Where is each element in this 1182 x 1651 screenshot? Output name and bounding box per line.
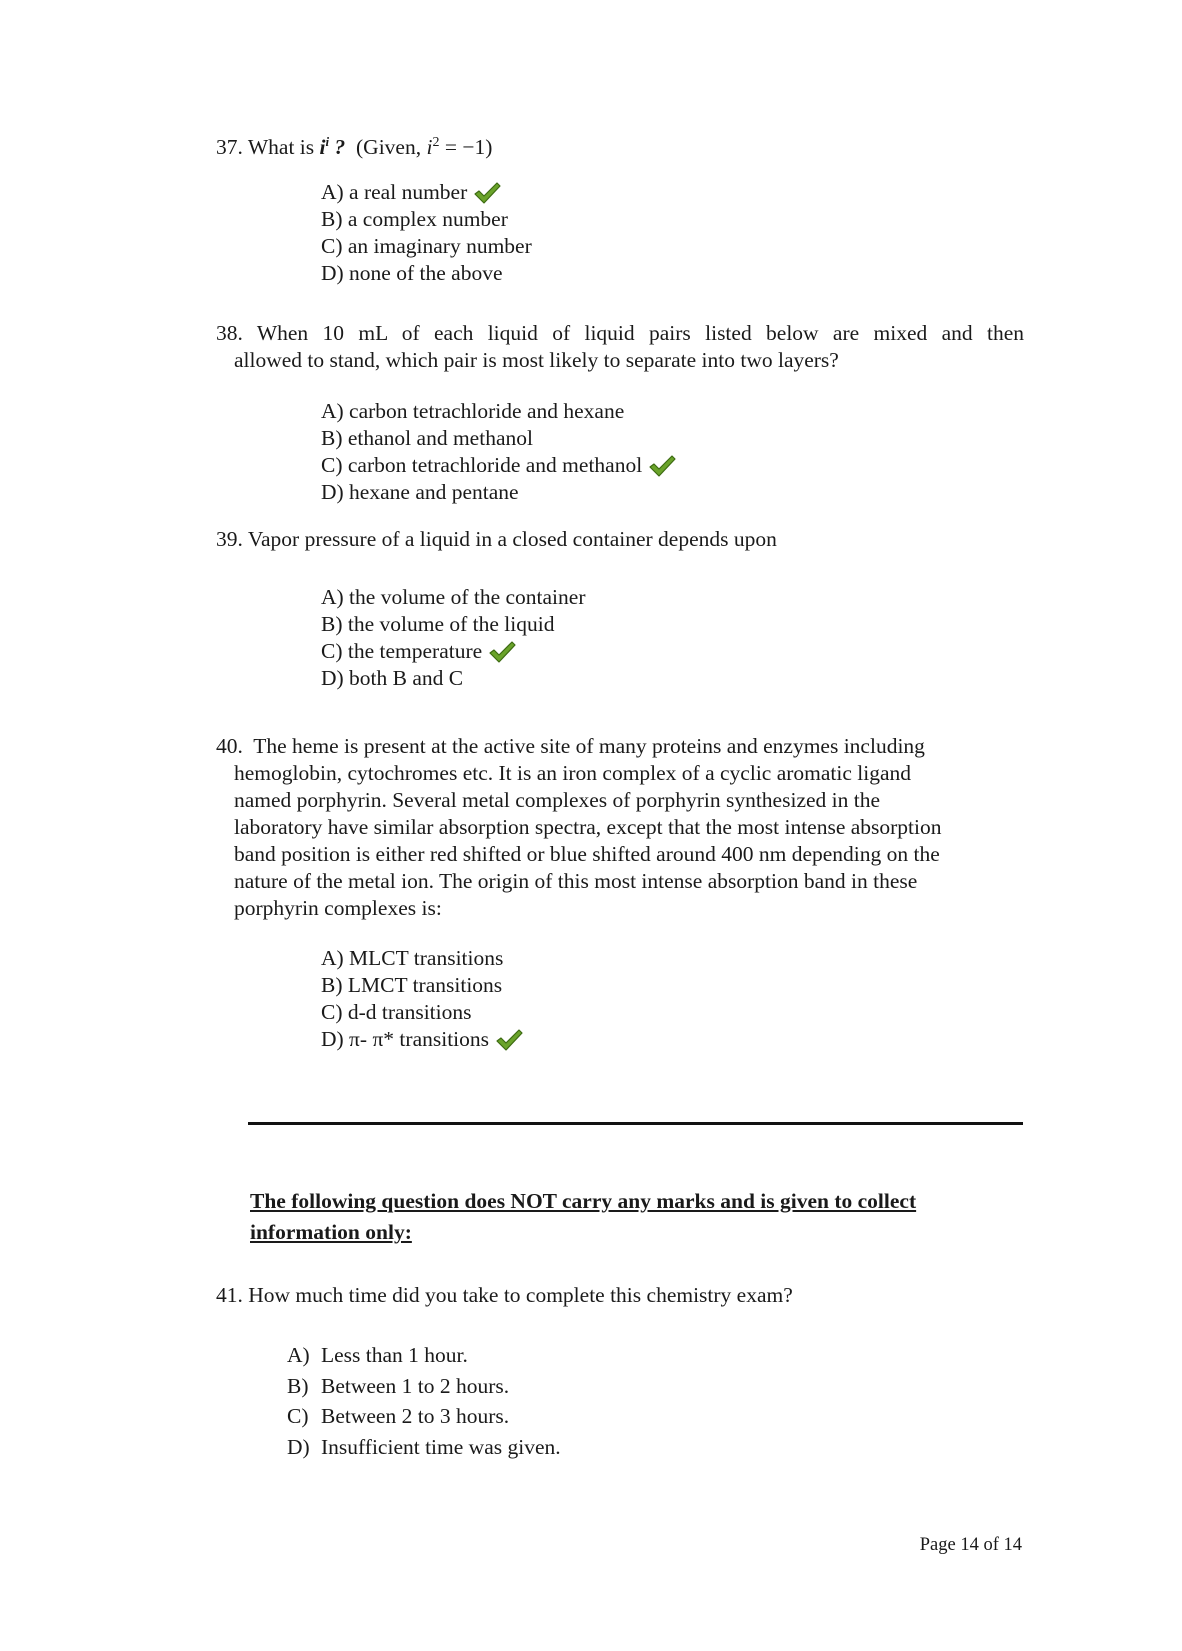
question-number: 39.: [216, 527, 243, 551]
option[interactable]: [321, 398, 676, 425]
option-label: B) LMCT transitions: [321, 973, 503, 997]
checkmark-icon: [488, 640, 516, 664]
option[interactable]: [321, 479, 676, 506]
option-label: B) ethanol and methanol: [321, 426, 533, 450]
question-text-line: band position is either red shifted or blue shifted around 400 nm depending on the: [234, 842, 940, 866]
given-exponent: 2: [432, 135, 440, 150]
option[interactable]: [287, 1371, 561, 1402]
option[interactable]: [287, 1401, 561, 1432]
option-label: A) carbon tetrachloride and hexane: [321, 399, 625, 423]
option-letter: C): [287, 1404, 309, 1428]
option[interactable]: [321, 665, 585, 692]
checkmark-icon: [495, 1028, 523, 1052]
question-text: What is: [247, 135, 315, 160]
option[interactable]: [321, 999, 523, 1026]
checkmark-icon: [648, 454, 676, 478]
option-label: D) both B and C: [321, 666, 464, 690]
question-number: 41.: [216, 1283, 243, 1307]
question-text-line: The heme is present at the active site of many proteins and enzymes including: [253, 734, 925, 758]
question-38-stem: [216, 320, 1024, 374]
question-number: 40.: [216, 734, 243, 758]
question-text: How much time did you take to complete this chemistry exam?: [248, 1283, 793, 1307]
option-label: C) the temperature: [321, 639, 483, 663]
option[interactable]: [321, 584, 585, 611]
notice-line: information only:: [250, 1220, 412, 1244]
question-41-options: [287, 1340, 561, 1462]
option-label: A) a real number: [321, 180, 468, 204]
question-text-line: allowed to stand, which pair is most likely to separate into two layers?: [234, 348, 839, 372]
option-letter: A): [287, 1343, 310, 1367]
math-exponent: i: [325, 134, 330, 149]
option-letter: D): [287, 1434, 310, 1459]
checkmark-icon: [473, 181, 501, 205]
question-37-options: [321, 179, 532, 287]
question-text-line: hemoglobin, cytochromes etc. It is an iron complex of a cyclic aromatic ligand: [234, 761, 912, 785]
question-40-options: [321, 945, 523, 1053]
option[interactable]: [321, 945, 523, 972]
given-text: (Given,: [356, 135, 422, 160]
question-text: Vapor pressure of a liquid in a closed container depends upon: [247, 527, 777, 551]
question-number: 38.: [216, 321, 243, 345]
option-label: B) the volume of the liquid: [321, 612, 555, 636]
option-label: C) carbon tetrachloride and methanol: [321, 453, 643, 477]
section-divider: [248, 1122, 1023, 1125]
option[interactable]: [321, 972, 523, 999]
notice-heading: [250, 1186, 1010, 1248]
option[interactable]: [287, 1340, 561, 1371]
question-mark: ?: [334, 135, 346, 160]
option[interactable]: [321, 638, 585, 665]
option[interactable]: [321, 233, 532, 260]
question-text-line: When 10 mL of each liquid of liquid pairs listed below are mixed and then: [256, 321, 1024, 345]
option[interactable]: [287, 1432, 561, 1463]
option-text: Insufficient time was given.: [321, 1434, 561, 1459]
option-text: Less than 1 hour.: [321, 1343, 468, 1367]
option-label: D) π- π* transitions: [321, 1027, 490, 1051]
option-label: C) an imaginary number: [321, 234, 532, 258]
option-label: C) d-d transitions: [321, 1000, 472, 1024]
question-39-stem: [216, 526, 1024, 553]
question-41-stem: [216, 1282, 1024, 1309]
option[interactable]: [321, 206, 532, 233]
option-letter: B): [287, 1373, 309, 1398]
option-label: B) a complex number: [321, 207, 508, 231]
option[interactable]: [321, 1026, 523, 1053]
option[interactable]: [321, 611, 585, 638]
question-text-line: named porphyrin. Several metal complexes of porphyrin synthesized in the: [234, 788, 881, 812]
option[interactable]: [321, 179, 532, 206]
notice-line: The following question does NOT carry any marks and is given to collect: [250, 1189, 917, 1213]
math-base: i: [319, 135, 326, 160]
option-label: A) MLCT transitions: [321, 946, 504, 970]
option[interactable]: [321, 425, 676, 452]
option-label: A) the volume of the container: [321, 585, 586, 609]
option-label: D) none of the above: [321, 261, 503, 285]
option-text: Between 2 to 3 hours.: [321, 1404, 510, 1428]
question-40-stem: [216, 733, 1024, 922]
option[interactable]: [321, 260, 532, 287]
option-label: D) hexane and pentane: [321, 480, 519, 504]
page-number: Page 14 of 14: [919, 1535, 1022, 1555]
question-38-options: [321, 398, 676, 506]
question-text-line: laboratory have similar absorption spectra, except that the most intense absorption: [234, 815, 942, 839]
option-text: Between 1 to 2 hours.: [321, 1373, 510, 1398]
question-text-line: porphyrin complexes is:: [234, 896, 442, 920]
question-39-options: [321, 584, 585, 692]
given-equation: = −1): [444, 135, 493, 160]
question-37-stem: [216, 128, 1024, 161]
question-text-line: nature of the metal ion. The origin of this most intense absorption band in these: [234, 869, 918, 893]
given-base: i: [426, 135, 433, 160]
option[interactable]: [321, 452, 676, 479]
question-number: 37.: [216, 135, 243, 160]
